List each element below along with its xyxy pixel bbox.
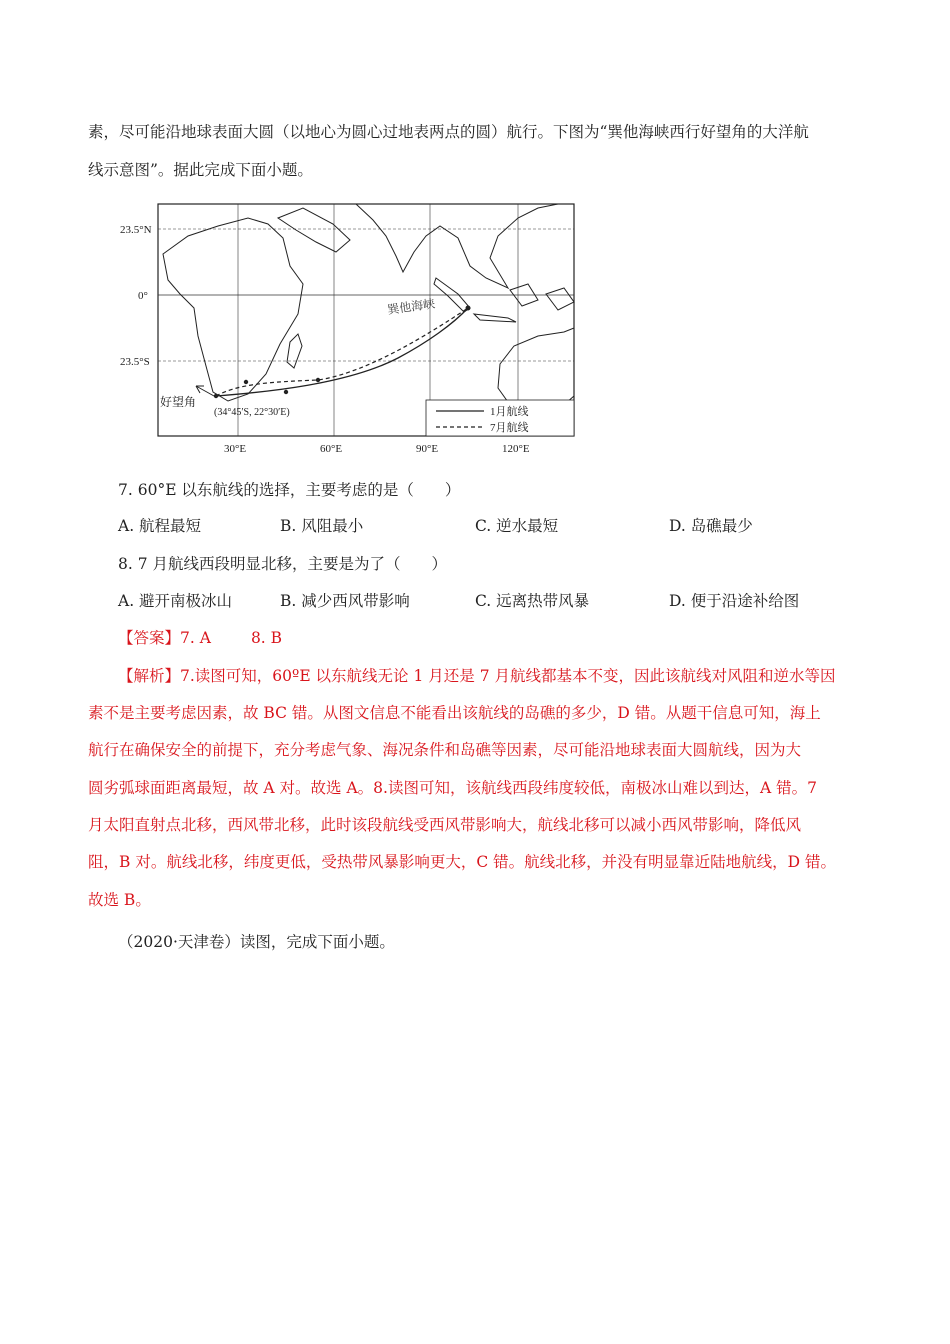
route-point (214, 394, 218, 398)
route-point (466, 306, 471, 311)
analysis-text-1: 7.读图可知，60ºE 以东航线无论 1 月还是 7 月航线都基本不变，因此该航线对风阻和逆水等因 (180, 667, 836, 685)
analysis-line-3: 航行在确保安全的前提下，充分考虑气象、海况条件和岛礁等因素，尽可能沿地球表面大圆航线，因为大 (88, 741, 802, 759)
analysis-tag: 【解析】 (118, 667, 181, 685)
route-map (118, 196, 578, 458)
q7-option-c: C. 逆水最短 (475, 517, 559, 535)
analysis-line-6: 阻，B 对。航线北移，纬度更低，受热带风暴影响更大，C 错。航线北移，并没有明显靠近陆地航线，D 错。 (88, 853, 836, 871)
q8-option-a: A. 避开南极冰山 (118, 592, 233, 610)
q8-option-d: D. 便于沿途补给图 (669, 592, 800, 610)
lon-label-30e: 30°E (224, 443, 247, 455)
lon-label-60e: 60°E (320, 443, 343, 455)
route-point (284, 390, 288, 394)
answer-8: 8. B (250, 629, 283, 647)
intro-line-2: 线示意图”。据此完成下面小题。 (88, 161, 313, 179)
route-point (316, 378, 320, 382)
lon-label-120e: 120°E (502, 443, 530, 455)
analysis-line-2: 素不是主要考虑因素，故 BC 错。从图文信息不能看出该航线的岛礁的多少，D 错。从题干信息可知，海上 (88, 704, 821, 722)
next-question-intro: （2020·天津卷）读图，完成下面小题。 (118, 933, 395, 951)
legend-jan-label: 1月航线 (490, 406, 529, 418)
lon-label-90e: 90°E (416, 443, 439, 455)
q8-option-b: B. 减少西风带影响 (280, 592, 410, 610)
question-8-stem: 8. 7 月航线西段明显北移，主要是为了（ ） (118, 555, 448, 573)
answer-line (118, 626, 282, 650)
route-point (244, 380, 248, 384)
answer-7: 7. A (180, 629, 211, 647)
lat-label-23s: 23.5°S (120, 356, 150, 368)
lat-label-0: 0° (138, 290, 148, 302)
question-7-stem: 7. 60°E 以东航线的选择，主要考虑的是（ ） (118, 481, 461, 499)
legend-jul-label: 7月航线 (490, 422, 529, 434)
analysis-line-5: 月太阳直射点北移，西风带北移，此时该段航线受西风带影响大，航线北移可以减小西风带影响，降低风 (88, 816, 802, 834)
analysis-line-1 (118, 664, 836, 688)
analysis-line-4: 圆劣弧球面距离最短，故 A 对。故选 A。8.读图可知，该航线西段纬度较低，南极冰山难以到达，A 错。7 (88, 779, 817, 797)
answer-tag: 【答案】 (118, 629, 181, 647)
q7-option-b: B. 风阻最小 (280, 517, 364, 535)
lat-label-23n: 23.5°N (120, 224, 152, 236)
cape-coords-label: (34°45′S, 22°30′E) (214, 407, 290, 418)
strait-label: 巽他海峡 (386, 296, 436, 317)
intro-line-1: 素，尽可能沿地球表面大圆（以地心为圆心过地表两点的圆）航行。下图为“巽他海峡西行好望角的大洋航 (88, 123, 809, 141)
q8-option-c: C. 远离热带风暴 (475, 592, 590, 610)
analysis-line-7: 故选 B。 (88, 891, 151, 909)
cape-label: 好望角 (160, 395, 197, 409)
q7-option-a: A. 航程最短 (118, 517, 202, 535)
q7-option-d: D. 岛礁最少 (669, 517, 753, 535)
